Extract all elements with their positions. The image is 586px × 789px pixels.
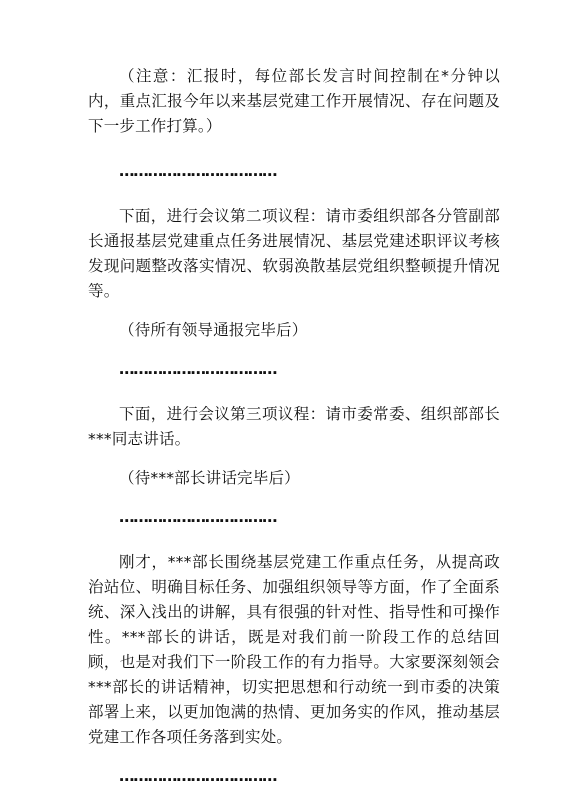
wait-speech-note-paragraph: （待***部长讲话完毕后） [119, 469, 300, 487]
separator-dots: …………………………… [119, 767, 277, 785]
note-paragraph: （注意：汇报时，每位部长发言时间控制在*分钟以内，重点汇报今年以来基层党建工作开展情况、存在问题及下一步工作打算。） [88, 67, 500, 135]
agenda-item-two-paragraph: 下面，进行会议第二项议程：请市委组织部各分管副部长通报基层党建重点任务进展情况、基层党建述职评议考核发现问题整改落实情况、软弱涣散基层党组织整顿提升情况等。 [88, 207, 500, 300]
agenda-item-three-paragraph: 下面，进行会议第三项议程：请市委常委、组织部部长***同志讲话。 [88, 405, 500, 448]
summary-paragraph: 刚才，***部长围绕基层党建工作重点任务，从提高政治站位、明确目标任务、加强组织领导等方面，作了全面系统、深入浅出的讲解，具有很强的针对性、指导性和可操作性。***部长的讲话，既是对我们前一阶段工作的总结回顾，也是对我们下一阶段工作的有力指导。大家要深刻领会***部长的讲话精神，切实把思想和行动统一到市委的决策部署上来，以更加饱满的热情、更加务实的作风，推动基层党建工作各项任务落到实处。 [88, 553, 500, 746]
separator-dots: …………………………… [119, 508, 277, 526]
separator-dots: …………………………… [119, 162, 277, 180]
separator-dots: …………………………… [119, 360, 277, 378]
document-page [88, 64, 500, 789]
wait-note-paragraph: （待所有领导通报完毕后） [119, 321, 308, 339]
